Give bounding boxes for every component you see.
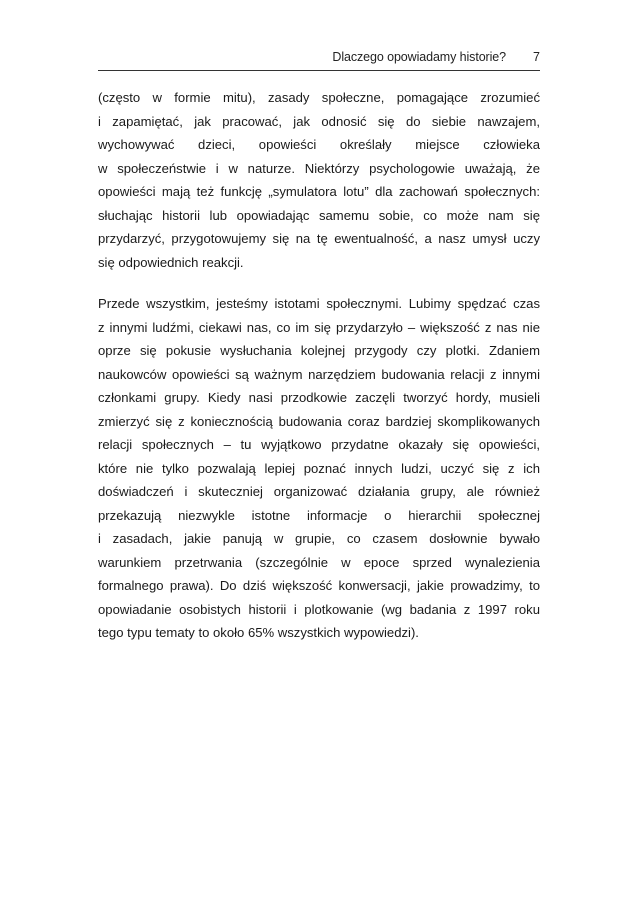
chapter-title: Dlaczego opowiadamy historie? <box>332 50 506 64</box>
text-line: opowieści mają też funkcję „symulatora lotu” dla zachowań społecznych: <box>98 184 540 199</box>
text-line: warunkiem przetrwania (szczególnie w epoce sprzed wynalezienia <box>98 554 540 570</box>
text-line: opowiadanie osobistych historii i plotkowanie (wg badania z 1997 roku <box>98 601 540 617</box>
body-text <box>98 86 540 645</box>
text-line: przydarzyć, przygotowujemy się na tę ewentualność, a nasz umysł uczy <box>98 231 540 246</box>
text-line: które nie tylko pozwalają lepiej poznać innych ludzi, uczyć się z ich <box>98 460 540 476</box>
text-line: i zasadach, jakie panują w grupie, co czasem dosłownie bywało <box>98 531 540 546</box>
paragraph-gap <box>98 274 540 292</box>
text-line: się odpowiednich reakcji. <box>98 254 244 270</box>
running-header <box>98 50 540 68</box>
text-line: Przede wszystkim, jesteśmy istotami społecznymi. Lubimy spędzać czas <box>98 296 540 311</box>
header-rule <box>98 70 540 71</box>
text-line: naukowców opowieści są ważnym narzędziem budowania relacji z innymi <box>98 366 540 382</box>
page-number: 7 <box>533 50 540 64</box>
paragraph-2 <box>98 292 540 645</box>
text-line: doświadczeń i skuteczniej organizować działania grupy, ale również <box>98 484 540 499</box>
text-line: członkami grupy. Kiedy nasi przodkowie zaczęli tworzyć hordy, musieli <box>98 390 540 405</box>
text-line: zmierzyć się z koniecznością budowania coraz bardziej skomplikowanych <box>98 413 540 429</box>
text-line: z innymi ludźmi, ciekawi nas, co im się przydarzyło – większość z nas nie <box>98 319 540 335</box>
text-line: tego typu tematy to około 65% wszystkich wypowiedzi). <box>98 625 419 640</box>
paragraph-1 <box>98 86 540 274</box>
text-line: słuchając historii lub opowiadając samemu sobie, co może nam się <box>98 207 540 223</box>
text-line: i zapamiętać, jak pracować, jak odnosić się do siebie nawzajem, <box>98 113 540 129</box>
text-line: relacji społecznych – tu wyjątkowo przydatne okazały się opowieści, <box>98 437 540 452</box>
text-line: formalnego prawa). Do dziś większość konwersacji, jakie prowadzimy, to <box>98 578 540 593</box>
text-line: przekazują niezwykle istotne informacje o hierarchii społecznej <box>98 507 540 523</box>
text-line: w społeczeństwie i w naturze. Niektórzy psychologowie uważają, że <box>98 160 540 176</box>
text-line: (często w formie mitu), zasady społeczne, pomagające zrozumieć <box>98 90 540 105</box>
text-line: wychowywać dzieci, opowieści określały miejsce człowieka <box>98 137 540 152</box>
text-line: oprze się pokusie wysłuchania kolejnej przygody czy plotki. Zdaniem <box>98 343 540 358</box>
